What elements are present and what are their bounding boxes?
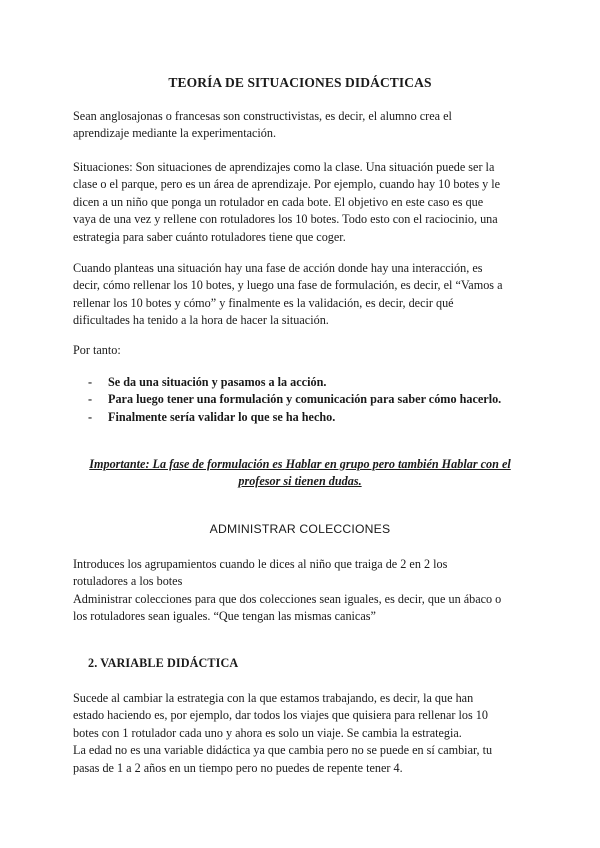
planteas-paragraph: [73, 260, 533, 330]
text-line: pasas de 1 a 2 años en un tiempo pero no puedes de repente tener 4.: [73, 760, 403, 775]
por-tanto-label: [73, 342, 533, 359]
text-line: rellenar los 10 botes y cómo” y finalmente es la validación, es decir, decir qué: [73, 295, 454, 310]
text-line: los rotuladores sean iguales. “Que tengan las mismas canicas”: [73, 609, 376, 624]
text-line: decir, cómo rellenar los 10 botes, y luego una fase de formulación, es decir, el “Vamos a: [73, 278, 503, 293]
text-line: clase o el parque, pero es un área de aprendizaje. Por ejemplo, cuando hay 10 botes y le: [73, 177, 501, 192]
text-line: Importante: La fase de formulación es Hablar en grupo pero también Hablar con el: [89, 457, 511, 471]
intro-paragraph: [73, 108, 533, 143]
administrar-paragraph: [73, 556, 533, 626]
variable-paragraph: [73, 690, 533, 777]
text-line: Administrar colecciones para que dos colecciones sean iguales, es decir, que un ábaco o: [73, 591, 502, 606]
section-heading-variable: 2. VARIABLE DIDÁCTICA: [88, 656, 239, 670]
important-note: [60, 456, 540, 491]
list-item: [88, 374, 501, 391]
list-item: [88, 391, 501, 408]
text-line: Sucede al cambiar la estrategia con la que estamos trabajando, es decir, la que han: [73, 691, 474, 705]
bullet-list: [88, 374, 501, 426]
text-line: Por tanto:: [73, 343, 121, 357]
text-line: botes con 1 rotulador cada uno y ahora es solo un viaje. Se cambia la estrategia.: [73, 725, 462, 740]
text-line: vaya de una vez y rellene con rotuladores los 10 botes. Todo esto con el raciocinio, una: [73, 212, 498, 227]
dash-bullet: -: [88, 375, 93, 389]
text-line: aprendizaje mediante la experimentación.: [73, 126, 277, 141]
text-line: dificultades ha tenido a la hora de hacer la situación.: [73, 313, 329, 328]
dash-bullet: -: [88, 409, 93, 424]
section-heading-administrar: ADMINISTRAR COLECCIONES: [209, 522, 391, 536]
text-line: Introduces los agrupamientos cuando le dices al niño que traiga de 2 en 2 los: [73, 557, 448, 571]
text-line: La edad no es una variable didáctica ya que cambia pero no se puede en sí cambiar, tu: [73, 743, 493, 758]
text-line: estrategia para saber cuánto rotuladores tiene que coger.: [73, 229, 346, 244]
text-line: profesor si tienen dudas.: [238, 474, 362, 489]
text-line: Cuando planteas una situación hay una fase de acción donde hay una interacción, es: [73, 261, 483, 275]
text-line: Situaciones: Son situaciones de aprendizajes como la clase. Una situación puede ser la: [73, 160, 495, 174]
list-item-text: Para luego tener una formulación y comunicación para saber cómo hacerlo.: [108, 392, 502, 407]
text-line: Sean anglosajonas o francesas son constructivistas, es decir, el alumno crea el: [73, 109, 452, 123]
text-line: rotuladores a los botes: [73, 574, 183, 589]
list-item: [88, 409, 501, 426]
text-line: dicen a un niño que ponga un rotulador en cada bote. El objetivo en este caso es que: [73, 194, 484, 209]
page-title: TEORÍA DE SITUACIONES DIDÁCTICAS: [168, 75, 432, 90]
dash-bullet: -: [88, 392, 93, 407]
text-line: estado haciendo es, por ejemplo, dar todos los viajes que quisiera para rellenar los 10: [73, 708, 488, 723]
list-item-text: Se da una situación y pasamos a la acción.: [108, 375, 327, 389]
list-item-text: Finalmente sería validar lo que se ha hecho.: [108, 409, 336, 424]
situaciones-paragraph: [73, 159, 533, 246]
